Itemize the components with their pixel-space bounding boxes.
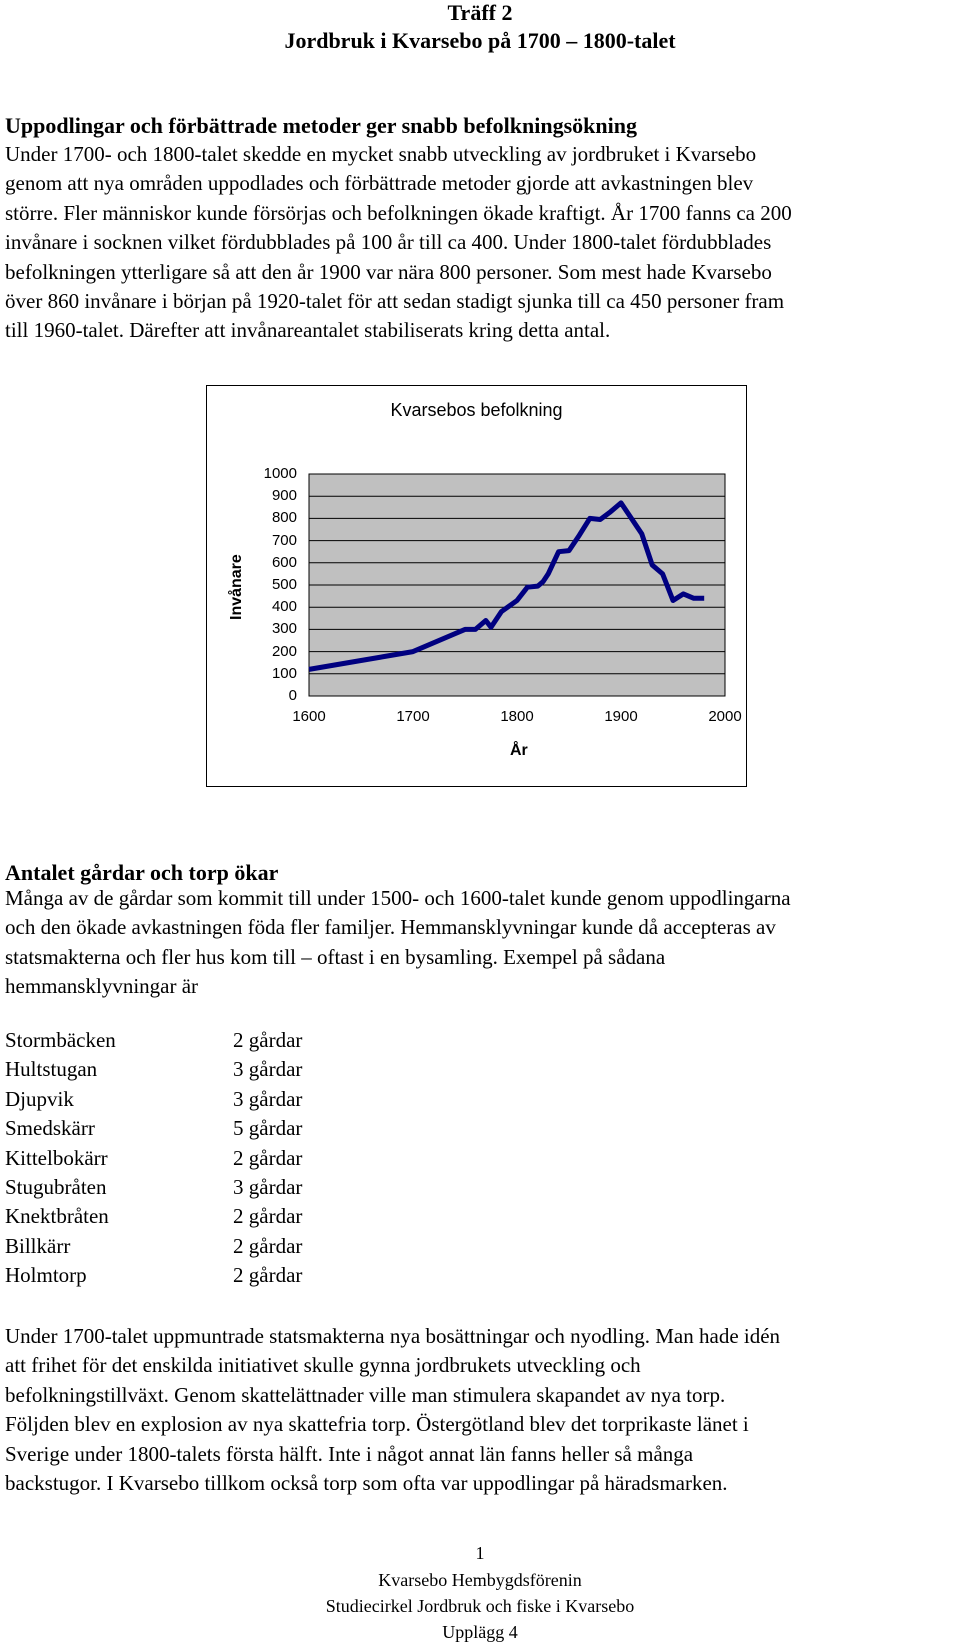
y-tick-label: 600 <box>271 553 297 571</box>
section1-heading: Uppodlingar och förbättrade metoder ger snabb befolkningsökning <box>5 113 637 138</box>
text-line: invånare i socknen vilket fördubblades på 100 år till ca 400. Under 1800-talet fördubblades <box>5 230 772 255</box>
population-chart <box>206 385 747 787</box>
section2-heading: Antalet gårdar och torp ökar <box>5 860 279 885</box>
farm-name: Knektbråten <box>5 1204 109 1229</box>
x-tick-labels <box>207 386 746 786</box>
y-tick-label: 700 <box>271 531 297 549</box>
text-line: befolkningen ytterligare så att den år 1900 var nära 800 personer. Som mest hade Kvarsebo <box>5 259 772 284</box>
document-subtitle: Jordbruk i Kvarsebo på 1700 – 1800-talet <box>284 28 676 53</box>
footer-org: Kvarsebo Hembygdsförenin <box>378 1570 582 1590</box>
x-axis-label: År <box>510 742 528 759</box>
farm-count: 2 gårdar <box>233 1263 303 1288</box>
y-axis-label: Invånare <box>228 554 245 620</box>
farm-name: Kittelbokärr <box>5 1145 108 1170</box>
text-line: genom att nya områden uppodlades och förbättrade metoder gjorde att avkastningen blev <box>5 171 754 196</box>
x-tick-label: 1600 <box>292 708 326 725</box>
text-line: backstugor. I Kvarsebo tillkom också torp som ofta var uppodlingar på häradsmarken. <box>5 1471 728 1496</box>
x-tick-label: 2000 <box>708 708 742 725</box>
x-tick-label: 1700 <box>396 708 430 725</box>
y-tick-label: 300 <box>271 620 297 638</box>
footer-edition: Upplägg 4 <box>442 1622 518 1642</box>
y-tick-label: 1000 <box>263 465 297 482</box>
text-line: Många av de gårdar som kommit till under 1500- och 1600-talet kunde genom uppodlingarna <box>5 886 791 910</box>
y-tick-label: 400 <box>271 598 297 616</box>
farm-count: 5 gårdar <box>233 1116 303 1141</box>
farm-count: 2 gårdar <box>233 1233 303 1258</box>
text-line: befolkningstillväxt. Genom skattelättnader ville man stimulera skapandet av nya torp. <box>5 1382 726 1407</box>
farm-count: 3 gårdar <box>233 1175 303 1199</box>
section1-paragraph <box>5 140 950 346</box>
farm-name: Smedskärr <box>5 1116 95 1141</box>
text-line: större. Fler människor kunde försörjas och befolkningen ökade kraftigt. År 1700 fanns ca 200 <box>5 200 792 225</box>
y-tick-label: 100 <box>271 664 297 682</box>
y-tick-label: 0 <box>288 687 297 704</box>
farm-name: Stormbäcken <box>5 1028 116 1052</box>
text-line: statsmakterna och fler hus kom till – oftast i en bysamling. Exempel på sådana <box>5 944 666 969</box>
y-tick-label: 800 <box>271 509 297 527</box>
farm-count: 2 gårdar <box>233 1028 303 1052</box>
farm-name: Billkärr <box>5 1233 71 1258</box>
y-tick-label: 200 <box>271 642 297 660</box>
text-line: hemmansklyvningar är <box>5 974 199 999</box>
footer-circle: Studiecirkel Jordbruk och fiske i Kvarsebo <box>325 1596 635 1616</box>
farm-name: Stugubråten <box>5 1175 107 1199</box>
y-tick-label: 500 <box>271 576 297 593</box>
x-tick-label: 1800 <box>500 708 534 725</box>
farm-count: 2 gårdar <box>233 1145 303 1170</box>
farm-list <box>0 1028 400 1298</box>
text-line: Följden blev en explosion av nya skattefria torp. Östergötland blev det torprikaste länet i <box>5 1412 749 1437</box>
text-line: över 860 invånare i början på 1920-talet för att sedan stadigt sjunka till ca 450 personer fram <box>5 289 785 314</box>
farm-name: Djupvik <box>5 1086 74 1111</box>
y-tick-label: 900 <box>271 487 297 505</box>
text-line: att frihet för det enskilda initiativet skulle gynna jordbrukets utveckling och <box>5 1353 641 1378</box>
text-line: Under 1700- och 1800-talet skedde en mycket snabb utveckling av jordbruket i Kvarsebo <box>5 142 757 166</box>
document-title: Träff 2 <box>447 0 513 25</box>
farm-count: 3 gårdar <box>233 1057 303 1082</box>
text-line: till 1960-talet. Därefter att invånareantalet stabiliserats kring detta antal. <box>5 318 611 343</box>
x-tick-label: 1900 <box>604 708 638 725</box>
text-line: Under 1700-talet uppmuntrade statsmakterna nya bosättningar och nyodling. Man hade idén <box>5 1324 781 1348</box>
section3-paragraph <box>5 1322 950 1498</box>
chart-title: Kvarsebos befolkning <box>390 400 563 420</box>
farm-name: Holmtorp <box>5 1263 87 1288</box>
section2-paragraph <box>5 884 950 1002</box>
page-number: 1 <box>475 1543 485 1563</box>
text-line: och den ökade avkastningen föda fler familjer. Hemmansklyvningar kunde då accepteras av <box>5 915 776 940</box>
farm-count: 3 gårdar <box>233 1086 303 1111</box>
text-line: Sverige under 1800-talets första hälft. Inte i något annat län fanns heller så många <box>5 1441 694 1466</box>
farm-name: Hultstugan <box>5 1057 98 1082</box>
farm-count: 2 gårdar <box>233 1204 303 1229</box>
